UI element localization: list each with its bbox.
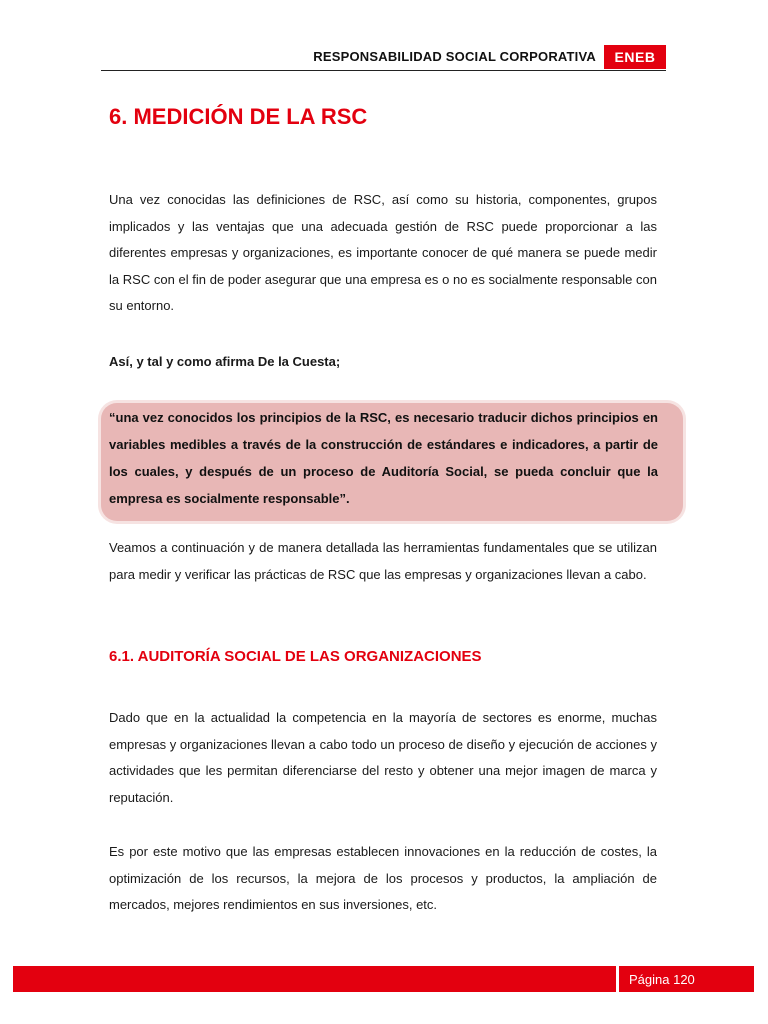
intro-paragraph: Una vez conocidas las definiciones de RSC, así como su historia, componentes, grupos implicados y las ventajas que una adecuada gestión de RSC puede proporcionar a las diferentes empresas y organizaciones, es importante conocer de qué manera se puede medir la RSC con el fin de poder asegurar que una empresa es o no es socialmente responsable con su entorno. bbox=[109, 192, 657, 313]
page-number: Página 120 bbox=[619, 966, 754, 992]
quote-box bbox=[101, 403, 683, 521]
eneb-logo: ENEB bbox=[604, 45, 666, 69]
innovation-paragraph: Es por este motivo que las empresas establecen innovaciones en la reducción de costes, la optimización de los recursos, la mejora de los procesos y productos, la ampliación de mercados, mejores rendimientos en sus inversiones, etc. bbox=[109, 844, 657, 912]
subsection-title: 6.1. AUDITORÍA SOCIAL DE LAS ORGANIZACIONES bbox=[109, 648, 482, 665]
quote-text: “una vez conocidos los principios de la RSC, es necesario traducir dichos principios en variables medibles a través de la construcción de estándares e indicadores, a partir de los cuales, y después de un proceso de Auditoría Social, se pueda concluir que la empresa es socialmente responsable”. bbox=[109, 410, 658, 506]
header-title: RESPONSABILIDAD SOCIAL CORPORATIVA bbox=[313, 49, 596, 64]
citation-lead: Así, y tal y como afirma De la Cuesta; bbox=[109, 354, 341, 369]
page-header bbox=[101, 44, 666, 71]
competition-paragraph: Dado que en la actualidad la competencia en la mayoría de sectores es enorme, muchas empresas y organizaciones llevan a cabo todo un proceso de diseño y ejecución de acciones y actividades que les permitan diferenciarse del resto y obtener una mejor imagen de marca y reputación. bbox=[109, 710, 657, 805]
footer-bar bbox=[13, 966, 616, 992]
tools-paragraph: Veamos a continuación y de manera detallada las herramientas fundamentales que se utilizan para medir y verificar las prácticas de RSC que las empresas y organizaciones llevan a cabo. bbox=[109, 540, 657, 582]
section-title: 6. MEDICIÓN DE LA RSC bbox=[109, 104, 368, 129]
